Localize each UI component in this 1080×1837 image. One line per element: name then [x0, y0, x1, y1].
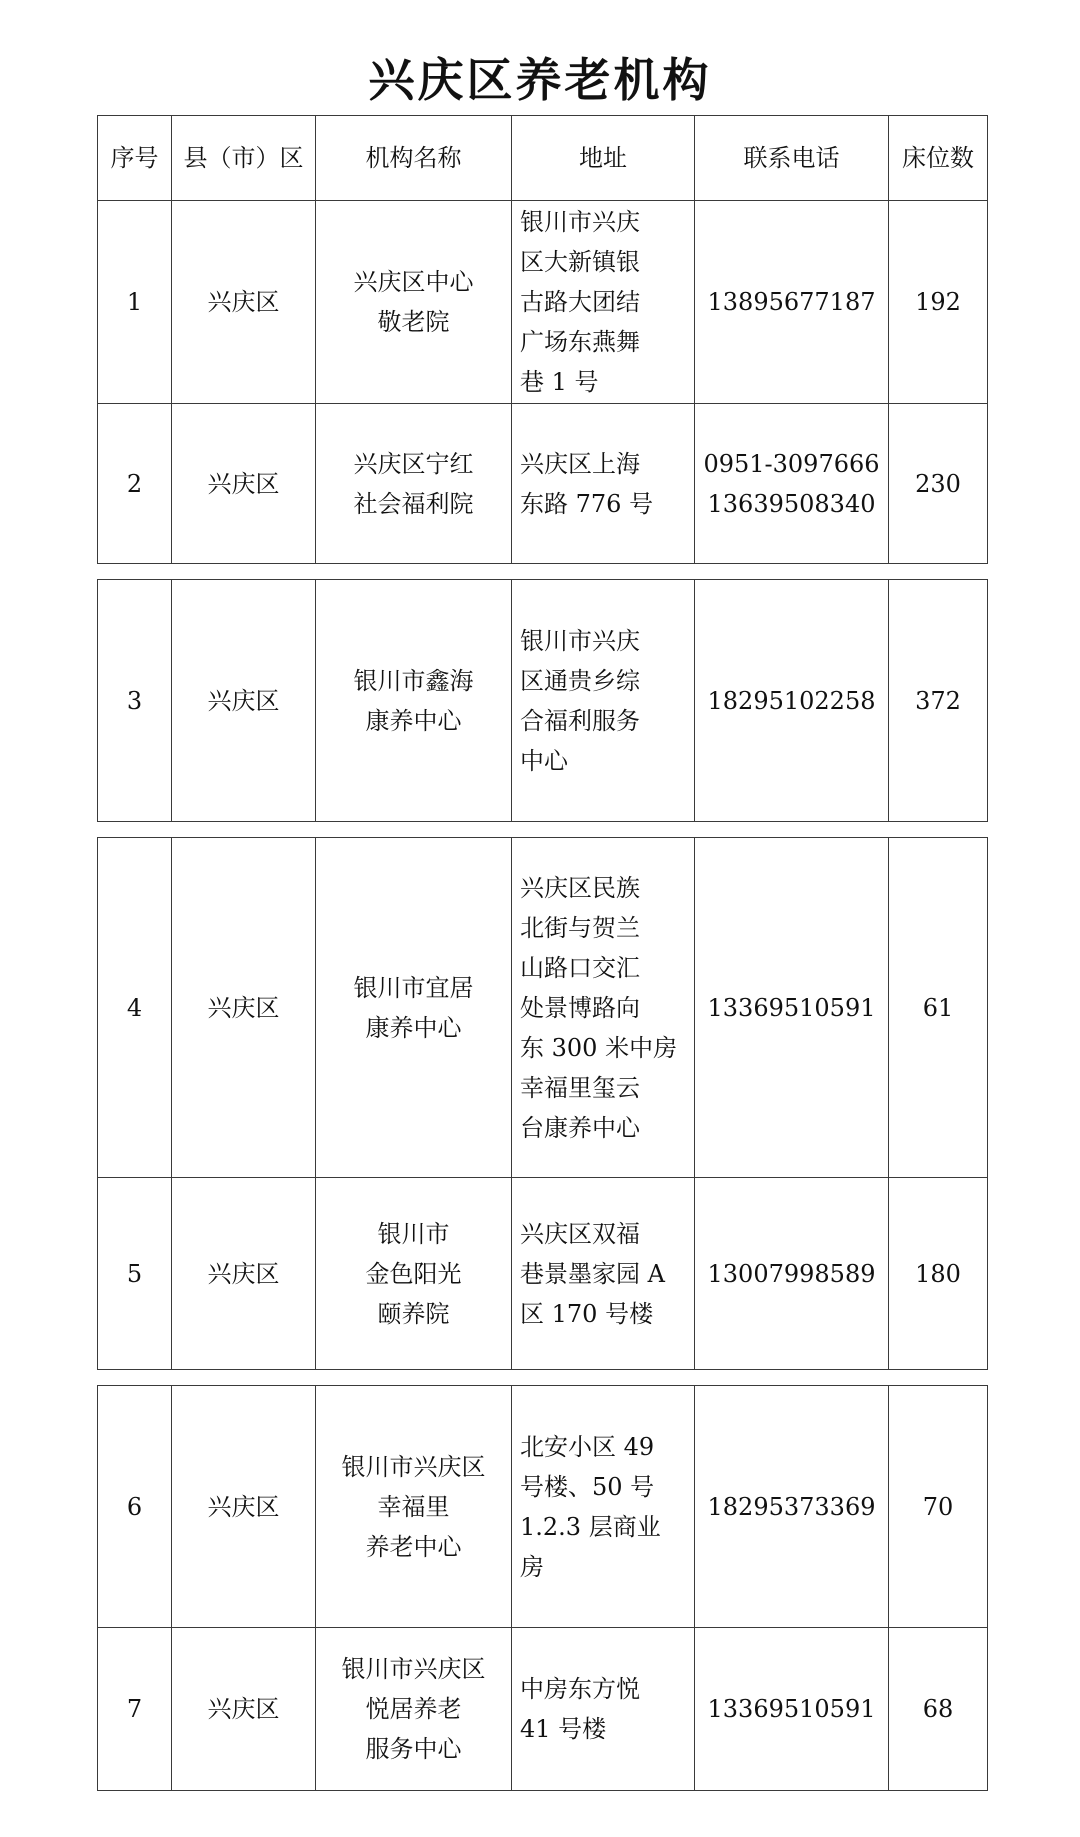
cell-address-line: 合福利服务: [520, 706, 640, 735]
cell-phone-line: 18295102258: [707, 686, 876, 715]
cell-name-line: 兴庆区中心: [353, 268, 474, 296]
cell-phone-line: 13895677187: [707, 288, 876, 316]
cell-name-line: 养老中心: [365, 1532, 462, 1561]
cell-name-line: 兴庆区宁红: [353, 449, 474, 478]
cell-beds: 180: [889, 1178, 988, 1370]
cell-address: [512, 1178, 695, 1370]
cell-name-line: 银川市兴庆区: [341, 1452, 486, 1481]
cell-phone: [695, 1386, 889, 1628]
cell-address-line: 巷 1 号: [520, 368, 599, 396]
cell-name-line: 金色阳光: [365, 1259, 462, 1288]
cell-seq: 5: [98, 1178, 172, 1370]
table-header-row: [98, 116, 988, 201]
cell-name-line: 康养中心: [365, 1013, 462, 1042]
cell-name: [316, 1628, 512, 1791]
cell-name-line: 康养中心: [365, 706, 462, 735]
cell-beds: 70: [889, 1386, 988, 1628]
cell-county: 兴庆区: [172, 1628, 316, 1791]
table-row: [98, 1386, 988, 1628]
cell-name-line: 银川市鑫海: [353, 666, 474, 695]
cell-name: [316, 838, 512, 1178]
cell-phone-line: 13369510591: [707, 1695, 876, 1723]
cell-name-line: 颐养院: [377, 1299, 450, 1328]
header-phone: 联系电话: [695, 116, 889, 201]
cell-name-line: 银川市兴庆区: [341, 1655, 486, 1683]
table-row: [98, 201, 988, 404]
cell-address-line: 号楼、50 号: [520, 1472, 655, 1501]
cell-address-line: 房: [520, 1552, 544, 1581]
cell-name-line: 社会福利院: [353, 489, 474, 518]
cell-address-line: 41 号楼: [520, 1715, 607, 1743]
cell-name: [316, 580, 512, 822]
cell-address-line: 兴庆区双福: [520, 1219, 640, 1248]
cell-name: [316, 201, 512, 404]
cell-county: 兴庆区: [172, 838, 316, 1178]
cell-phone-line: 13007998589: [707, 1259, 876, 1288]
cell-beds: 230: [889, 404, 988, 564]
cell-beds: 372: [889, 580, 988, 822]
header-address: 地址: [512, 116, 695, 201]
page-title: 兴庆区养老机构: [368, 53, 712, 107]
table-block-3: [97, 837, 988, 1370]
cell-address-line: 区通贵乡综: [520, 666, 640, 695]
cell-phone: [695, 838, 889, 1178]
cell-phone: [695, 1628, 889, 1791]
cell-address-line: 处景博路向: [520, 993, 640, 1022]
cell-address-line: 兴庆区上海: [520, 449, 640, 478]
cell-phone: [695, 580, 889, 822]
cell-seq: 3: [98, 580, 172, 822]
cell-address-line: 1.2.3 层商业: [520, 1512, 661, 1541]
cell-address-line: 山路口交汇: [520, 953, 640, 982]
table-row: [98, 1178, 988, 1370]
header-beds: 床位数: [889, 116, 988, 201]
cell-seq: 4: [98, 838, 172, 1178]
cell-beds: 192: [889, 201, 988, 404]
cell-county: 兴庆区: [172, 404, 316, 564]
cell-phone-line: 13369510591: [707, 993, 876, 1022]
cell-address: [512, 1628, 695, 1791]
cell-address-line: 北安小区 49: [520, 1432, 655, 1461]
cell-name-line: 悦居养老: [365, 1695, 462, 1723]
cell-address-line: 巷景墨家园 A: [520, 1259, 665, 1288]
cell-address-line: 中房东方悦: [520, 1675, 640, 1703]
cell-phone-line: 0951-3097666: [703, 449, 880, 478]
cell-name: [316, 1178, 512, 1370]
cell-phone: [695, 404, 889, 564]
cell-county: 兴庆区: [172, 580, 316, 822]
cell-name-line: 银川市宜居: [353, 973, 474, 1002]
cell-address-line: 银川市兴庆: [520, 208, 640, 236]
cell-address: [512, 201, 695, 404]
cell-name-line: 敬老院: [377, 308, 450, 336]
cell-address-line: 区 170 号楼: [520, 1299, 654, 1328]
table-row: [98, 838, 988, 1178]
cell-address-line: 北街与贺兰: [520, 913, 640, 942]
cell-address-line: 幸福里玺云: [520, 1073, 640, 1102]
cell-seq: 1: [98, 201, 172, 404]
cell-address-line: 银川市兴庆: [520, 626, 640, 655]
cell-address-line: 广场东燕舞: [520, 328, 640, 356]
cell-name-line: 银川市: [377, 1219, 450, 1248]
cell-address-line: 兴庆区民族: [520, 873, 640, 902]
cell-name: [316, 1386, 512, 1628]
cell-address: [512, 580, 695, 822]
cell-seq: 2: [98, 404, 172, 564]
table-row: [98, 1628, 988, 1791]
cell-seq: 6: [98, 1386, 172, 1628]
cell-name-line: 幸福里: [377, 1492, 450, 1521]
table-block-4: [97, 1385, 988, 1791]
cell-county: 兴庆区: [172, 1386, 316, 1628]
cell-address: [512, 404, 695, 564]
cell-county: 兴庆区: [172, 1178, 316, 1370]
table-row: [98, 580, 988, 822]
cell-address-line: 古路大团结: [520, 288, 640, 316]
header-name: 机构名称: [316, 116, 512, 201]
cell-address-line: 东 300 米中房: [520, 1033, 678, 1062]
table-block-1: [97, 115, 988, 564]
table-block-2: [97, 579, 988, 822]
cell-county: 兴庆区: [172, 201, 316, 404]
cell-phone: [695, 1178, 889, 1370]
cell-phone-line: 18295373369: [707, 1492, 876, 1521]
cell-phone: [695, 201, 889, 404]
cell-name: [316, 404, 512, 564]
cell-address: [512, 1386, 695, 1628]
cell-phone-line: 13639508340: [707, 489, 876, 518]
cell-beds: 68: [889, 1628, 988, 1791]
cell-address-line: 中心: [520, 746, 568, 775]
header-county: 县（市）区: [172, 116, 316, 201]
table-row: [98, 404, 988, 564]
cell-address-line: 东路 776 号: [520, 489, 654, 518]
cell-beds: 61: [889, 838, 988, 1178]
cell-name-line: 服务中心: [365, 1735, 462, 1763]
cell-address-line: 区大新镇银: [520, 248, 640, 276]
header-seq: 序号: [98, 116, 172, 201]
cell-address: [512, 838, 695, 1178]
cell-seq: 7: [98, 1628, 172, 1791]
cell-address-line: 台康养中心: [520, 1113, 640, 1142]
